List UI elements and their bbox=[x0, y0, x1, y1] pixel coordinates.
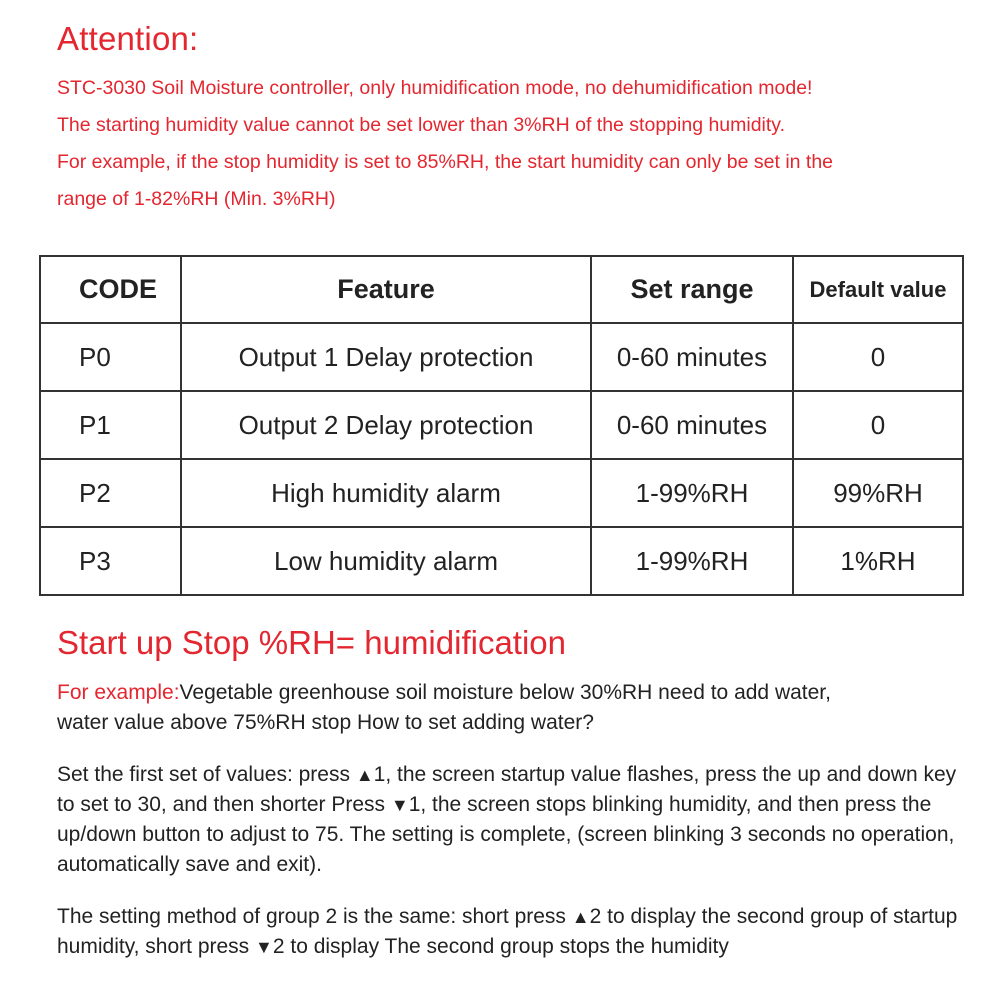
cell-set-range: 1-99%RH bbox=[591, 527, 793, 595]
cell-set-range: 0-60 minutes bbox=[591, 391, 793, 459]
cell-set-range: 1-99%RH bbox=[591, 459, 793, 527]
attention-line: range of 1-82%RH (Min. 3%RH) bbox=[57, 188, 336, 210]
down-triangle-icon: ▼ bbox=[390, 795, 409, 815]
header-default-value: Default value bbox=[793, 256, 963, 323]
group2-text-2: 2 to display the second group of startup humidity, short press bbox=[57, 905, 958, 958]
header-code: CODE bbox=[40, 256, 181, 323]
group2-text-1: The setting method of group 2 is the same: short press bbox=[57, 905, 572, 928]
header-set-range: Set range bbox=[591, 256, 793, 323]
example-text: Vegetable greenhouse soil moisture below 30%RH need to add water, water value above 75%RH stop How to set adding water? bbox=[57, 681, 831, 734]
table-row bbox=[40, 527, 963, 595]
cell-set-range: 0-60 minutes bbox=[591, 323, 793, 391]
attention-line: STC-3030 Soil Moisture controller, only humidification mode, no dehumidification mode! bbox=[57, 77, 813, 99]
cell-code: P0 bbox=[40, 323, 181, 391]
group1-text-2: 1, the screen startup value flashes, press the up and down key to set to 30, and then shorter Press bbox=[57, 763, 957, 816]
cell-code: P2 bbox=[40, 459, 181, 527]
table-row bbox=[40, 323, 963, 391]
down-triangle-icon: ▼ bbox=[255, 937, 273, 957]
cell-default-value: 0 bbox=[793, 323, 963, 391]
group1-instructions bbox=[57, 760, 977, 880]
cell-default-value: 0 bbox=[793, 391, 963, 459]
up-triangle-icon: ▲ bbox=[571, 907, 590, 927]
cell-feature: Output 1 Delay protection bbox=[181, 323, 591, 391]
table-header-row bbox=[40, 256, 963, 323]
attention-title: Attention: bbox=[57, 20, 199, 57]
cell-code: P3 bbox=[40, 527, 181, 595]
cell-feature: Low humidity alarm bbox=[181, 527, 591, 595]
attention-line: For example, if the stop humidity is set to 85%RH, the start humidity can only be set in the bbox=[57, 151, 834, 173]
group1-text-1: Set the first set of values: press bbox=[57, 763, 356, 786]
group2-text-3: 2 to display The second group stops the humidity bbox=[272, 935, 729, 958]
group1-text-3: 1, the screen stops blinking humidity, and then press the up/down button to adjust to 75. The setting is complete, (screen blinking 3 seconds no operation, automatically save and exit). bbox=[57, 793, 955, 876]
up-triangle-icon: ▲ bbox=[355, 765, 374, 785]
cell-default-value: 1%RH bbox=[793, 527, 963, 595]
group2-instructions bbox=[57, 902, 977, 962]
header-feature: Feature bbox=[181, 256, 591, 323]
section-title: Start up Stop %RH= humidification bbox=[57, 624, 567, 661]
example-paragraph bbox=[57, 678, 857, 738]
attention-notes bbox=[57, 70, 957, 218]
example-label: For example: bbox=[57, 681, 180, 704]
table-row bbox=[40, 391, 963, 459]
attention-line: The starting humidity value cannot be set lower than 3%RH of the stopping humidity. bbox=[57, 114, 786, 136]
cell-feature: Output 2 Delay protection bbox=[181, 391, 591, 459]
parameter-table bbox=[39, 255, 964, 596]
cell-feature: High humidity alarm bbox=[181, 459, 591, 527]
cell-code: P1 bbox=[40, 391, 181, 459]
table-row bbox=[40, 459, 963, 527]
cell-default-value: 99%RH bbox=[793, 459, 963, 527]
